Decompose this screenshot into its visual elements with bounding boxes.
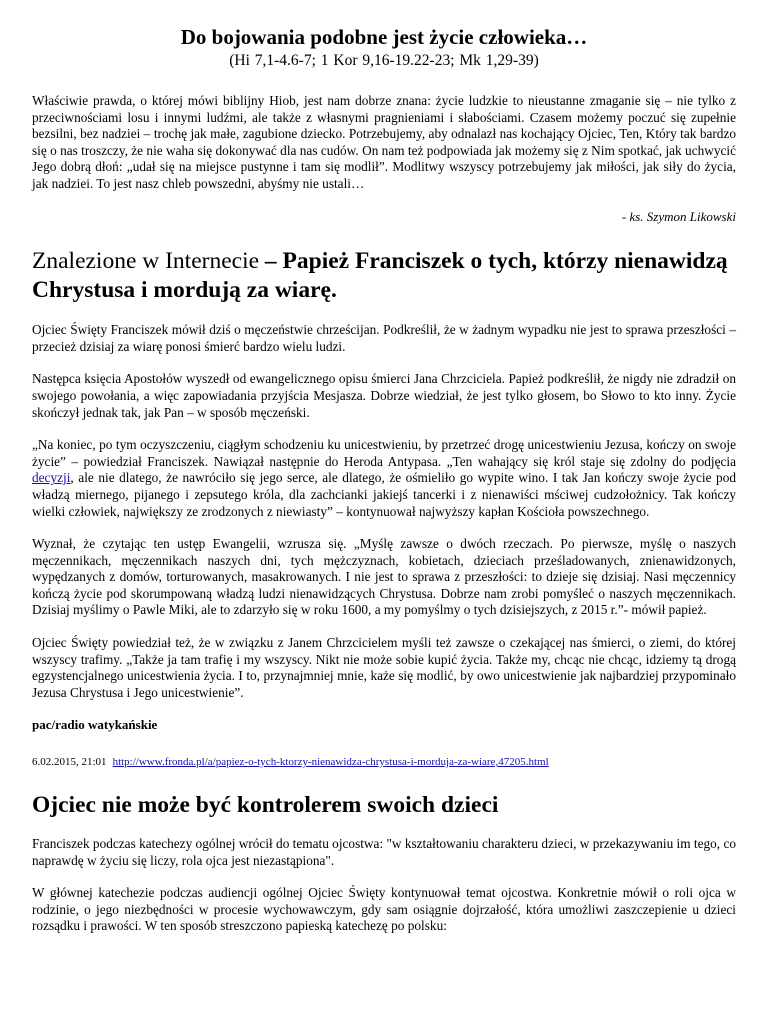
article1-source-url-link[interactable]: http://www.fronda.pl/a/papiez-o-tych-ktorzy-nienawidza-chrystusa-i-morduja-za-wiare,47205.html	[112, 756, 549, 769]
article1-paragraph-2: Następca księcia Apostołów wyszedł od ewangelicznego opisu śmierci Jana Chrzciciela. Papież podkreślił, że nigdy nie zdradził on swojego powołania, a więc zapowiadania przyjścia Mesjasza. Dobrze wiedział, że jest tylko głosem, bo Słowo to kto inny. Życie skończył jednak tak, jak Pan – w sposób męczeński.	[32, 371, 736, 420]
article1-heading	[32, 247, 736, 305]
decyzji-link[interactable]: decyzji	[32, 470, 71, 486]
article1-source: pac/radio watykańskie	[32, 717, 158, 733]
article1-paragraph-4: Wyznał, że czytając ten ustęp Ewangelii, wzrusza się. „Myślę zawsze o dwóch rzeczach. Po pierwsze, myślę o naszych męczennikach, męczennikach naszych dni, tych mężczyznach, kobietach, dzieciach prześladowanych, znienawidzonych, wypędzanych z domów, torturowanych, masakrowanych. I nie jest to sprawa z przeszłości: to dzieje się dzisiaj. Nasi męczennicy kończą życie pod skorumpowaną władzą ludzi nienawidzących Chrystusa. Dobrze nam zrobi pomyśleć o naszych męczennikach. Dzisiaj myślimy o Pawle Miki, ale to zdarzyło się w roku 1600, a my pomyślmy o tych dzisiejszych, z 2015 r.”- mówił papież.	[32, 536, 736, 618]
article1-heading-title: – Papież Franciszek o tych, którzy nienawidzą Chrystusa i mordują za wiarę.	[32, 248, 728, 304]
article1-p3-before: „Na koniec, po tym oczyszczeniu, ciągłym schodzeniu ku unicestwieniu, by przetrzeć drogę unicestwieniu Jezusa, kończy on swoje życie” – powiedział Franciszek. Nawiązał następnie do Heroda Antypasa. „Ten wahający się król staje się zdolny do podjęcia	[32, 437, 736, 469]
intro-paragraph: Właściwie prawda, o której mówi biblijny Hiob, jest nam dobrze znana: życie ludzkie to nieustanne zmaganie się – nie tylko z przeciwnościami losu i innymi ludźmi, ale także z własnymi pragnieniami i słabościami. Czasem możemy poczuć się zupełnie bezsilni, bez nadziei – trochę jak małe, zagubione dziecko. Potrzebujemy, aby odnalazł nas kochający Ojciec, Ten, Który tak bardzo się o nas troszczy, że nie waha się dokonywać dla nas cudów. On nam też podpowiada jak możemy się z Nim spotkać, jak uchwycić Jego dobrą dłoń: „udał się na miejsce pustynne i tam się modlił”. Modlitwy wszyscy potrzebujemy jak miłości, jak siły do życia, jak nadziei. To jest nasz chleb powszedni, abyśmy nie ustali…	[32, 93, 736, 191]
page-title: Do bojowania podobne jest życie człowieka…	[180, 25, 588, 49]
article2-paragraph-1: Franciszek podczas katechezy ogólnej wrócił do tematu ojcostwa: "w kształtowaniu charakteru dzieci, w przekazywaniu im tego, co naprawdę w życiu się liczy, rola ojca jest niezastąpiona".	[32, 836, 736, 868]
article1-paragraph-3	[32, 437, 736, 520]
article1-date: 6.02.2015, 21:01	[32, 756, 107, 769]
article1-date-line	[32, 755, 736, 769]
article2-paragraph-2: W głównej katechezie podczas audiencji ogólnej Ojciec Święty kontynuował temat ojcostwa. Konkretnie mówił o roli ojca w rodzinie, o jego niezbędności w procesie wychowawczym, gdy sam osiągnie dojrzałość, która umożliwi zaszczepienie u dzieci rozsądku i prawości. W ten sposób streszczono papieską katechezę po polsku:	[32, 885, 736, 934]
article1-paragraph-1: Ojciec Święty Franciszek mówił dziś o męczeństwie chrześcijan. Podkreślił, że w żadnym wypadku nie jest to sprawa przeszłości – przecież dzisiaj za wiarę ponosi śmierć bardzo wielu ludzi.	[32, 322, 736, 354]
scripture-references: (Hi 7,1-4.6-7; 1 Kor 9,16-19.22-23; Mk 1,29-39)	[229, 52, 539, 69]
article1-heading-prefix: Znalezione w Internecie	[32, 248, 260, 275]
article2-heading: Ojciec nie może być kontrolerem swoich dzieci	[32, 792, 499, 819]
article1-paragraph-5: Ojciec Święty powiedział też, że w związku z Janem Chrzcicielem myśli też zawsze o czekającej nas śmierci, o ziemi, do której wszyscy trafimy. „Także ja tam trafię i my wszyscy. Nikt nie może sobie kupić życia. Także my, chcąc nie chcąc, idziemy tą drogą egzystencjalnego unicestwienia życia. I to, przynajmniej mnie, każe się modlić, by owo unicestwienie jak najbardziej przypominało Jezusa Chrystusa i Jego unicestwienie”.	[32, 635, 736, 700]
article1-p3-after: , ale nie dlatego, że nawróciło się jego serce, ale dlatego, że ośmieliło go wypite wino. I tak Jan kończy swoje życie pod władzą miernego, pijanego i zepsutego króla, dla zachcianki jakiejś tancerki i z nienawiści mściwej cudzołożnicy. Tak kończy wielki człowiek, największy ze zrodzonych z niewiasty” – kontynuował najwyższy kapłan Kościoła powszechnego.	[32, 470, 736, 519]
author-signature: - ks. Szymon Likowski	[621, 208, 736, 224]
document-page	[0, 24, 768, 935]
